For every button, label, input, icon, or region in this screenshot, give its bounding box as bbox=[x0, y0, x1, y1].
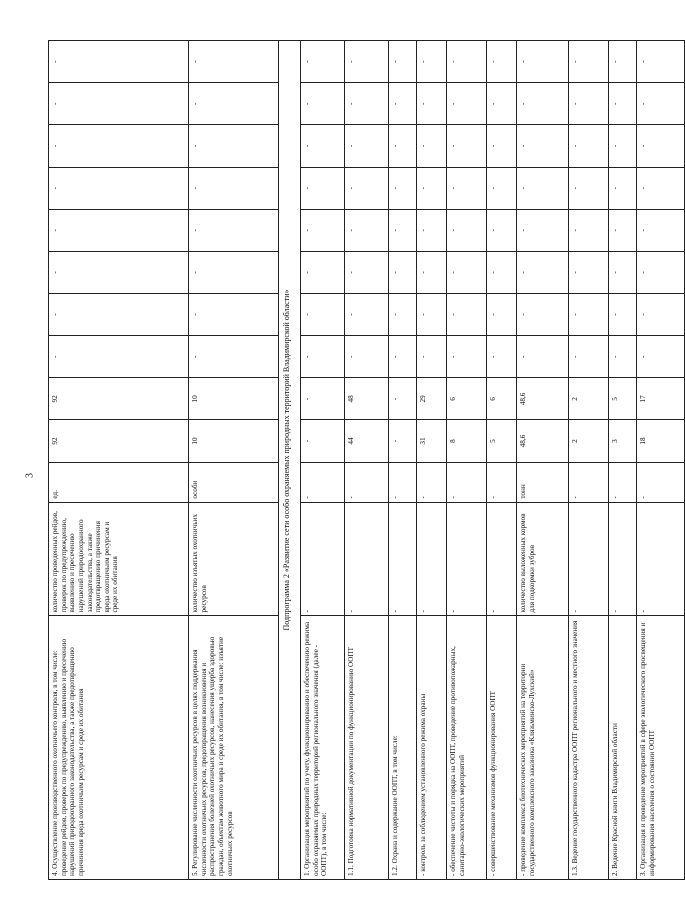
value-cell: - bbox=[637, 41, 685, 83]
value-cell: - bbox=[189, 294, 279, 336]
value-cell: - bbox=[389, 83, 417, 125]
value-cell: 48 bbox=[345, 378, 389, 420]
indicator-cell: - bbox=[609, 502, 637, 616]
value-cell: - bbox=[345, 336, 389, 378]
table-row bbox=[637, 41, 685, 880]
value-cell: - bbox=[345, 41, 389, 83]
value-cell: - bbox=[345, 125, 389, 167]
value-cell: - bbox=[417, 251, 447, 293]
unit-cell: - bbox=[301, 462, 345, 502]
value-cell: - bbox=[301, 336, 345, 378]
table-row bbox=[389, 41, 417, 880]
value-cell: - bbox=[189, 209, 279, 251]
value-cell: - bbox=[447, 41, 487, 83]
value-cell: - bbox=[517, 251, 569, 293]
value-cell: - bbox=[417, 336, 447, 378]
table-row bbox=[609, 41, 637, 880]
value-cell: - bbox=[517, 209, 569, 251]
measure-cell: 5. Регулирование численности охотничьих ресурсов в целях поддержания численности охотничьих ресурсов, предотвращения возникновения и распространения болезней охотничьих ресурсов, нанесения ущерба здоровью граждан, объектам животного мира и среде их обитания, в том числе: изъятие охотничьих ресурсов bbox=[189, 616, 279, 880]
indicator-cell: - bbox=[301, 502, 345, 616]
value-cell: - bbox=[447, 167, 487, 209]
value-cell: 10 bbox=[189, 420, 279, 462]
table-row bbox=[447, 41, 487, 880]
value-cell: - bbox=[417, 209, 447, 251]
value-cell: - bbox=[301, 167, 345, 209]
indicator-cell: - bbox=[417, 502, 447, 616]
measure-cell: 1. Организация мероприятий по учету, функционированию и обеспечению режима особо охраняемых природных территорий регионального значения (далее - ООПТ), в том числе: bbox=[301, 616, 345, 880]
value-cell: - bbox=[189, 167, 279, 209]
indicator-cell: - bbox=[389, 502, 417, 616]
value-cell: - bbox=[389, 378, 417, 420]
page-number: 3 bbox=[24, 473, 36, 478]
value-cell: - bbox=[49, 167, 189, 209]
value-cell: - bbox=[569, 209, 609, 251]
value-cell: - bbox=[301, 251, 345, 293]
value-cell: - bbox=[49, 251, 189, 293]
value-cell: 48,6 bbox=[517, 378, 569, 420]
rotated-page bbox=[48, 40, 656, 880]
value-cell: 5 bbox=[609, 378, 637, 420]
value-cell: 48,6 bbox=[517, 420, 569, 462]
indicator-cell: - bbox=[447, 502, 487, 616]
value-cell: - bbox=[637, 336, 685, 378]
value-cell: - bbox=[189, 125, 279, 167]
value-cell: - bbox=[487, 336, 517, 378]
value-cell: - bbox=[569, 336, 609, 378]
value-cell: - bbox=[301, 209, 345, 251]
value-cell: - bbox=[345, 294, 389, 336]
value-cell: - bbox=[301, 125, 345, 167]
unit-cell: тонн bbox=[517, 462, 569, 502]
value-cell: - bbox=[389, 125, 417, 167]
value-cell: - bbox=[487, 167, 517, 209]
unit-cell: ед. bbox=[49, 462, 189, 502]
unit-cell: - bbox=[569, 462, 609, 502]
value-cell: - bbox=[517, 83, 569, 125]
value-cell: - bbox=[189, 41, 279, 83]
subprogram-title: Подпрограмма 2 «Развитие сети особо охраняемых природных территорий Владимирской области» bbox=[279, 41, 301, 880]
subprogram-row bbox=[279, 41, 301, 880]
value-cell: - bbox=[301, 378, 345, 420]
table-row bbox=[301, 41, 345, 880]
value-cell: - bbox=[301, 420, 345, 462]
value-cell: 18 bbox=[637, 420, 685, 462]
value-cell: - bbox=[517, 294, 569, 336]
value-cell: - bbox=[569, 167, 609, 209]
value-cell: - bbox=[447, 209, 487, 251]
value-cell: 6 bbox=[447, 378, 487, 420]
value-cell: 2 bbox=[569, 378, 609, 420]
unit-cell: - bbox=[417, 462, 447, 502]
rotated-content bbox=[48, 40, 656, 880]
value-cell: 3 bbox=[609, 420, 637, 462]
value-cell: - bbox=[569, 41, 609, 83]
value-cell: - bbox=[49, 41, 189, 83]
value-cell: - bbox=[637, 251, 685, 293]
measure-cell: - обеспечение чистоты и порядка на ООПТ, проведение противопожарных, санитарно-экологических мероприятий bbox=[447, 616, 487, 880]
value-cell: - bbox=[487, 41, 517, 83]
value-cell: - bbox=[189, 83, 279, 125]
table-row bbox=[417, 41, 447, 880]
value-cell: - bbox=[447, 125, 487, 167]
measure-cell: - совершенствование механизмов функционирования ООПТ bbox=[487, 616, 517, 880]
value-cell: - bbox=[609, 294, 637, 336]
indicator-cell: - bbox=[487, 502, 517, 616]
value-cell: - bbox=[417, 41, 447, 83]
value-cell: - bbox=[417, 125, 447, 167]
value-cell: - bbox=[417, 83, 447, 125]
value-cell: - bbox=[417, 294, 447, 336]
value-cell: - bbox=[447, 336, 487, 378]
value-cell: - bbox=[189, 336, 279, 378]
value-cell: - bbox=[569, 125, 609, 167]
indicator-cell: - bbox=[637, 502, 685, 616]
value-cell: 6 bbox=[487, 378, 517, 420]
indicator-cell: - bbox=[345, 502, 389, 616]
value-cell: - bbox=[569, 294, 609, 336]
value-cell: - bbox=[389, 294, 417, 336]
value-cell: - bbox=[487, 251, 517, 293]
value-cell: 44 bbox=[345, 420, 389, 462]
unit-cell: особи bbox=[189, 462, 279, 502]
value-cell: - bbox=[569, 251, 609, 293]
measure-cell: - контроль за соблюдением установленного режима охраны bbox=[417, 616, 447, 880]
value-cell: - bbox=[487, 294, 517, 336]
value-cell: 8 bbox=[447, 420, 487, 462]
value-cell: - bbox=[487, 83, 517, 125]
value-cell: - bbox=[517, 167, 569, 209]
table-row bbox=[49, 41, 189, 880]
value-cell: - bbox=[189, 251, 279, 293]
value-cell: - bbox=[49, 294, 189, 336]
value-cell: - bbox=[637, 125, 685, 167]
value-cell: 17 bbox=[637, 378, 685, 420]
value-cell: - bbox=[637, 167, 685, 209]
value-cell: 92 bbox=[49, 420, 189, 462]
value-cell: - bbox=[447, 83, 487, 125]
measure-cell: 1.2. Охрана и содержание ООПТ, в том числе: bbox=[389, 616, 417, 880]
value-cell: - bbox=[517, 125, 569, 167]
value-cell: - bbox=[447, 294, 487, 336]
value-cell: - bbox=[389, 167, 417, 209]
value-cell: - bbox=[487, 125, 517, 167]
value-cell: - bbox=[389, 209, 417, 251]
value-cell: - bbox=[487, 209, 517, 251]
table-row bbox=[569, 41, 609, 880]
value-cell: - bbox=[609, 167, 637, 209]
unit-cell: - bbox=[447, 462, 487, 502]
unit-cell: - bbox=[389, 462, 417, 502]
value-cell: - bbox=[345, 209, 389, 251]
value-cell: - bbox=[447, 251, 487, 293]
value-cell: - bbox=[517, 41, 569, 83]
measure-cell: 1.1. Подготовка нормативной документации по функционированию ООПТ bbox=[345, 616, 389, 880]
table-row bbox=[487, 41, 517, 880]
value-cell: - bbox=[345, 251, 389, 293]
value-cell: - bbox=[609, 251, 637, 293]
value-cell: - bbox=[609, 83, 637, 125]
value-cell: - bbox=[637, 209, 685, 251]
value-cell: 5 bbox=[487, 420, 517, 462]
unit-cell: - bbox=[345, 462, 389, 502]
value-cell: 2 bbox=[569, 420, 609, 462]
table-row bbox=[517, 41, 569, 880]
value-cell: - bbox=[389, 251, 417, 293]
value-cell: - bbox=[301, 83, 345, 125]
measure-cell: 4. Осуществление производственного охотничьего контроля, в том числе: проведение рейдов, проверок по предупреждению, выявлению и пресечению нарушений природоохранного законодательства, а также предотвращению причинения вреда охотничьим ресурсам и среде их обитания bbox=[49, 616, 189, 880]
measure-cell: 3. Организация и проведение мероприятий в сфере экологического просвещения и информирования населения о состоянии ООПТ bbox=[637, 616, 685, 880]
indicator-cell: количество проведенных рейдов, проверок по предупреждению, выявлению и пресечению нарушений природоохранного законодательства, а также предотвращению причинения вреда охотничьим ресурсам и среде их обитания bbox=[49, 502, 189, 616]
value-cell: - bbox=[609, 209, 637, 251]
value-cell: - bbox=[569, 83, 609, 125]
value-cell: - bbox=[345, 167, 389, 209]
value-cell: - bbox=[609, 125, 637, 167]
value-cell: - bbox=[345, 83, 389, 125]
value-cell: - bbox=[389, 420, 417, 462]
measures-table bbox=[48, 40, 685, 880]
measure-cell: 2. Ведение Красной книги Владимирской области bbox=[609, 616, 637, 880]
value-cell: - bbox=[417, 167, 447, 209]
measure-cell: - проведение комплекса биотехнических мероприятий на территории государственного комплексного заказника «Клязьминско-Лухский» bbox=[517, 616, 569, 880]
value-cell: - bbox=[49, 83, 189, 125]
value-cell: - bbox=[49, 209, 189, 251]
unit-cell: - bbox=[609, 462, 637, 502]
value-cell: - bbox=[637, 83, 685, 125]
value-cell: - bbox=[301, 41, 345, 83]
value-cell: 31 bbox=[417, 420, 447, 462]
value-cell: - bbox=[49, 336, 189, 378]
value-cell: - bbox=[389, 336, 417, 378]
value-cell: 29 bbox=[417, 378, 447, 420]
table-row bbox=[189, 41, 279, 880]
indicator-cell: количество выложенных кормов для подкормки зубров bbox=[517, 502, 569, 616]
value-cell: - bbox=[301, 294, 345, 336]
unit-cell: - bbox=[487, 462, 517, 502]
value-cell: 92 bbox=[49, 378, 189, 420]
value-cell: - bbox=[517, 336, 569, 378]
table-row bbox=[345, 41, 389, 880]
unit-cell: - bbox=[637, 462, 685, 502]
value-cell: 10 bbox=[189, 378, 279, 420]
indicator-cell: количество изъятых охотничьих ресурсов bbox=[189, 502, 279, 616]
measure-cell: 1.3. Ведение государственного кадастра ООПТ регионального и местного значения bbox=[569, 616, 609, 880]
indicator-cell: - bbox=[569, 502, 609, 616]
value-cell: - bbox=[609, 41, 637, 83]
value-cell: - bbox=[637, 294, 685, 336]
value-cell: - bbox=[609, 336, 637, 378]
value-cell: - bbox=[49, 125, 189, 167]
value-cell: - bbox=[389, 41, 417, 83]
